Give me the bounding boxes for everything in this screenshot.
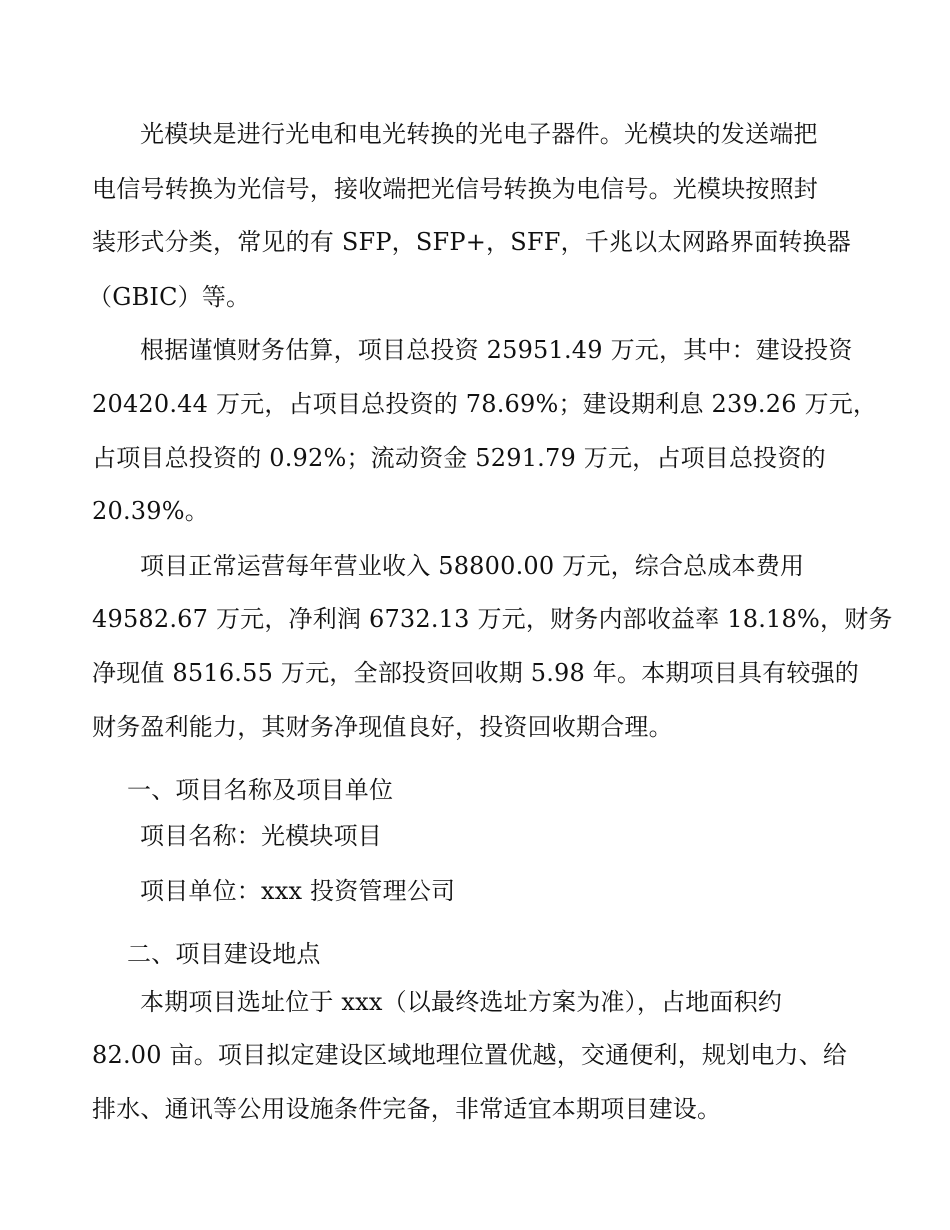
paragraph-investment-line-4: 20.39%。 [92,497,209,525]
paragraph-location-line-3: 排水、通讯等公用设施条件完备，非常适宜本期项目建设。 [92,1095,722,1123]
paragraph-investment-line-1: 根据谨慎财务估算，项目总投资 25951.49 万元，其中：建设投资 [140,336,853,364]
paragraph-location-line-1: 本期项目选址位于 xxx（以最终选址方案为准），占地面积约 [140,988,783,1016]
paragraph-operation-line-4: 财务盈利能力，其财务净现值良好，投资回收期合理。 [92,713,673,741]
project-name-line: 项目名称：光模块项目 [140,822,382,850]
paragraph-operation-line-3: 净现值 8516.55 万元，全部投资回收期 5.98 年。本期项目具有较强的 [92,659,859,687]
paragraph-intro-line-4: （GBIC）等。 [88,283,251,311]
paragraph-intro-line-3: 装形式分类，常见的有 SFP，SFP+，SFF，千兆以太网路界面转换器 [92,228,851,256]
paragraph-investment-line-2: 20420.44 万元，占项目总投资的 78.69%；建设期利息 239.26 万元， [92,390,878,418]
project-unit-line: 项目单位：xxx 投资管理公司 [140,877,456,905]
section-heading-project-name-unit: 一、项目名称及项目单位 [127,776,394,804]
paragraph-intro-line-2: 电信号转换为光信号，接收端把光信号转换为电信号。光模块按照封 [92,175,818,203]
paragraph-intro-line-1: 光模块是进行光电和电光转换的光电子器件。光模块的发送端把 [140,120,818,148]
paragraph-location-line-2: 82.00 亩。项目拟定建设区域地理位置优越，交通便利，规划电力、给 [92,1041,848,1069]
paragraph-operation-line-2: 49582.67 万元，净利润 6732.13 万元，财务内部收益率 18.18%，财务 [92,605,893,633]
paragraph-operation-line-1: 项目正常运营每年营业收入 58800.00 万元，综合总成本费用 [140,552,805,580]
paragraph-investment-line-3: 占项目总投资的 0.92%；流动资金 5291.79 万元，占项目总投资的 [92,444,826,472]
section-heading-project-location: 二、项目建设地点 [127,940,321,968]
